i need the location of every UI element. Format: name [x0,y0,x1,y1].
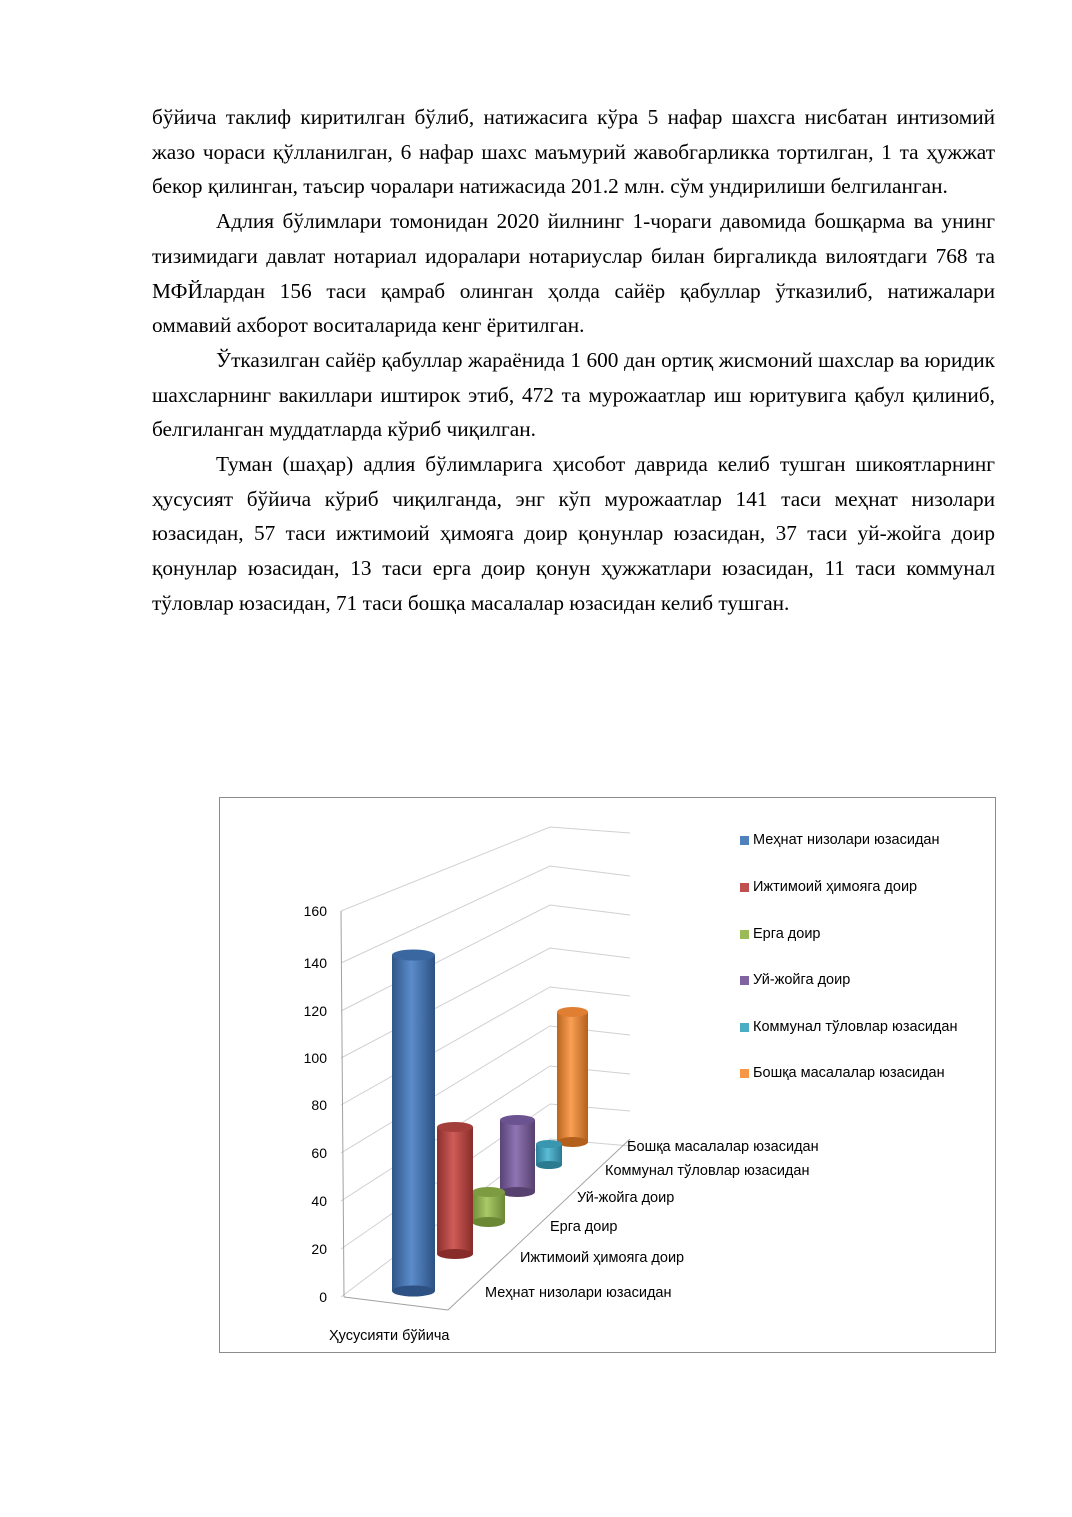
svg-text:140: 140 [303,955,327,971]
paragraph-1: бўйича таклиф киритилган бўлиб, натижасига кўра 5 нафар шахсга нисбатан интизомий жазо чораси қўлланилган, 6 нафар шахс маъмурий жавобгарликка тортилган, 1 та ҳужжат бекор қилинган, таъсир чоралари натижасида 201.2 млн. сўм ундирилиши белгиланган. [152,105,995,199]
legend-label: Бошқа масалалар юзасидан [753,1065,945,1081]
legend-swatch-icon [740,836,749,845]
complaints-chart [219,797,996,1353]
legend-label: Уй-жойга доир [753,972,851,988]
bar-yer [472,1187,505,1227]
svg-text:60: 60 [311,1145,327,1161]
legend-item-yer [740,926,821,942]
legend-swatch-icon [740,883,749,892]
svg-text:Коммунал тўловлар юзасидан: Коммунал тўловлар юзасидан [605,1163,810,1179]
svg-text:160: 160 [303,903,327,919]
svg-text:0: 0 [319,1289,327,1305]
legend-item-mehnat [740,832,940,848]
document-body [152,100,995,621]
legend-item-kommunal [740,1019,957,1035]
svg-text:80: 80 [311,1097,327,1113]
legend-swatch-icon [740,1023,749,1032]
x-axis-category-label: Ҳусусияти бўйича [329,1328,450,1344]
bar-kommunal [536,1140,562,1169]
legend-swatch-icon [740,976,749,985]
paragraph-3: Ўтказилган сайёр қабуллар жараёнида 1 600 дан ортиқ жисмоний шахслар ва юридик шахсларнинг вакиллари иштирок этиб, 472 та мурожаатлар иш юритувига қабул қилиниб, белгиланган муддатларда кўриб чиқилган. [152,347,995,442]
svg-text:40: 40 [311,1193,327,1209]
legend-label: Коммунал тўловлар юзасидан [753,1019,958,1035]
legend-label: Ижтимоий ҳимояга доир [753,879,918,895]
bar-mehnat [392,950,435,1297]
bar-uyjoy [500,1115,535,1197]
svg-text:120: 120 [303,1003,327,1019]
svg-text:100: 100 [303,1050,327,1066]
svg-text:Меҳнат низолари юзасидан: Меҳнат низолари юзасидан [485,1285,672,1301]
svg-text:Ижтимоий ҳимояга доир: Ижтимоий ҳимояга доир [520,1250,685,1266]
svg-text:Бошқа масалалар юзасидан: Бошқа масалалар юзасидан [627,1139,819,1155]
svg-text:Уй-жойга доир: Уй-жойга доир [577,1190,675,1206]
legend-item-boshqa [740,1065,945,1081]
legend-label: Ерга доир [753,926,821,942]
bar-ijtimoiy [437,1122,473,1259]
legend-swatch-icon [740,930,749,939]
paragraph-2: Адлия бўлимлари томонидан 2020 йилнинг 1-чораги давомида бошқарма ва унинг тизимидаги давлат нотариал идоралари нотариуслар билан биргаликда вилоятдаги 768 та МФЙлардан 156 таси қамраб олинган ҳолда сайёр қабуллар ўтказилиб, натижалари оммавий ахборот воситаларида кенг ёритилган. [152,209,995,338]
legend-label: Меҳнат низолари юзасидан [753,832,940,848]
svg-text:Ерга доир: Ерга доир [550,1219,618,1235]
paragraph-4: Туман (шаҳар) адлия бўлимларига ҳисобот даврида келиб тушган шикоятларнинг ҳусусият бўйича кўриб чиқилганда, энг кўп мурожаатлар 141 таси меҳнат низолари юзасидан, 57 таси ижтимоий ҳимояга доир қонунлар юзасидан, 37 таси уй-жойга доир қонунлар юзасидан, 13 таси ерга доир қонун ҳужжатлари юзасидан, 11 таси коммунал тўловлар юзасидан, 71 таси бошқа масалалар юзасидан келиб тушган. [152,452,995,615]
bar-boshqa [557,1007,588,1147]
legend-swatch-icon [740,1069,749,1078]
depth-axis-labels [485,1139,819,1301]
legend-item-ijtimoiy [740,879,917,895]
legend-item-uyjoy [740,972,850,988]
y-axis-ticks [304,903,328,1305]
svg-text:20: 20 [311,1241,327,1257]
